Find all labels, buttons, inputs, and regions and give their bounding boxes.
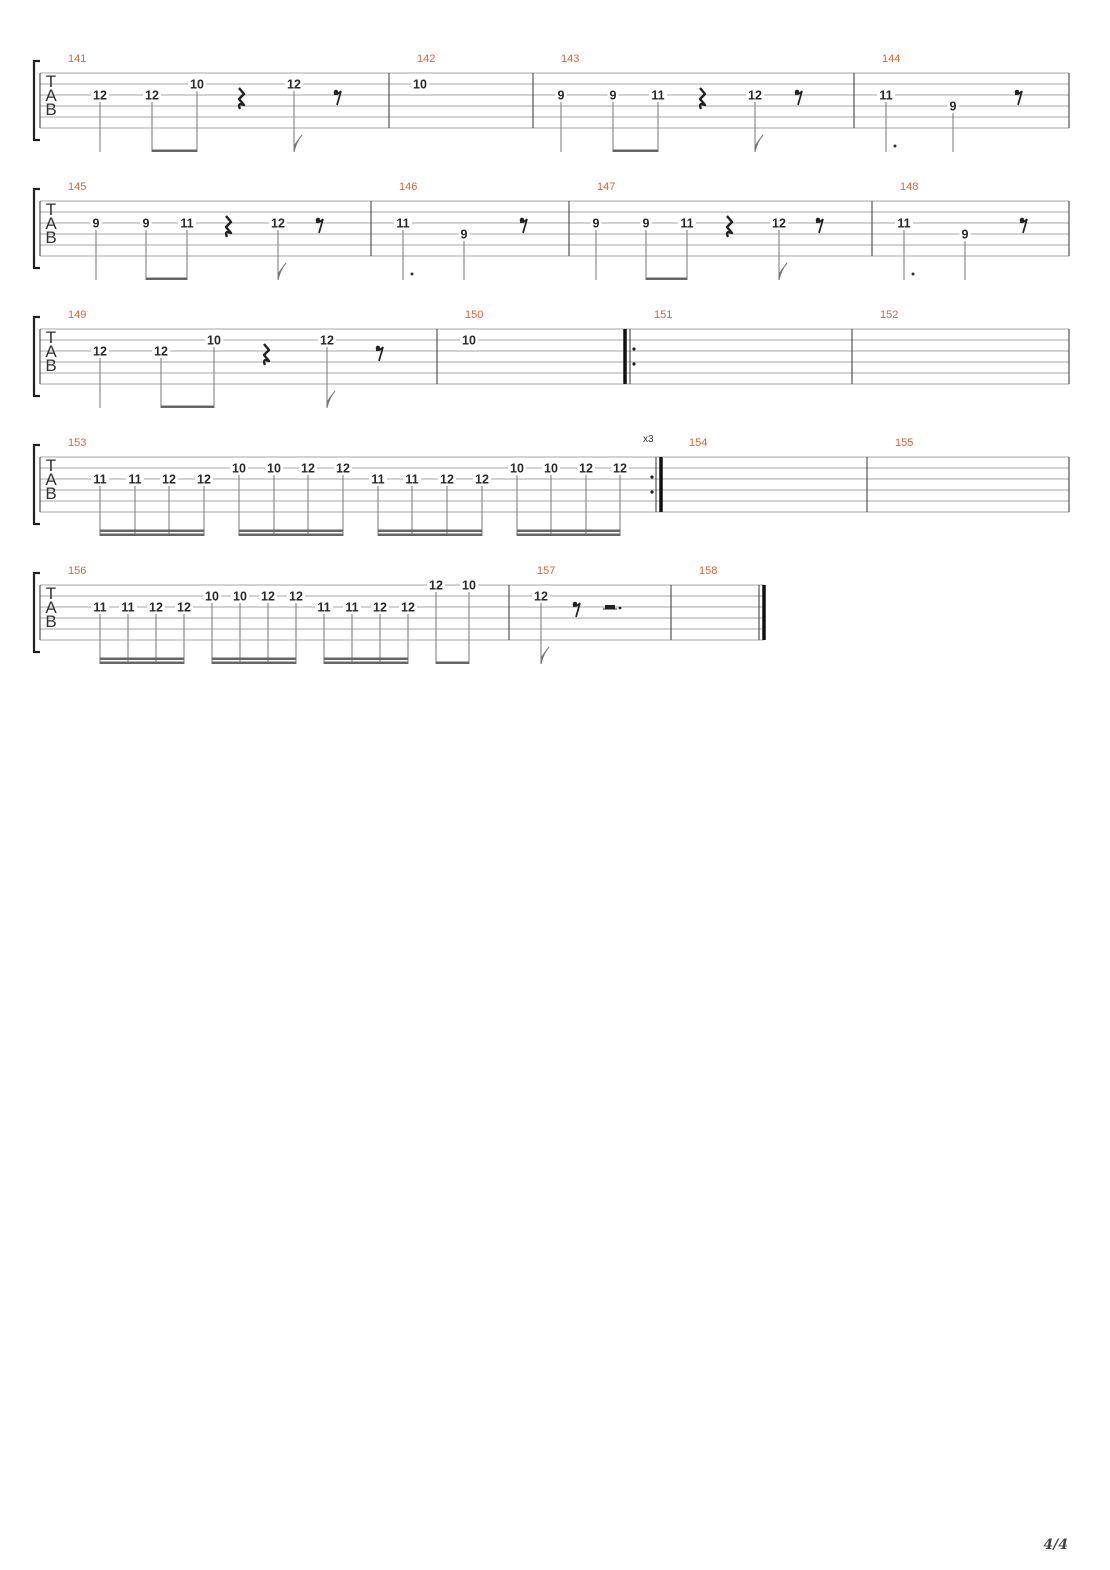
- eighth-flag: [278, 263, 286, 280]
- beam: [100, 534, 204, 537]
- fret-number: 11: [371, 472, 385, 487]
- fret-number: 9: [142, 216, 150, 231]
- beam: [161, 406, 214, 409]
- measure-number: 144: [882, 53, 901, 65]
- measure-number: 155: [895, 437, 914, 449]
- fret-number: 11: [93, 600, 107, 615]
- tab-clef-letter: A: [45, 342, 57, 361]
- eighth-flag: [779, 263, 787, 280]
- measure: [895, 181, 1027, 280]
- tab-clef-letter: T: [45, 72, 57, 91]
- measure-number: 157: [537, 565, 556, 577]
- measure-number: 151: [654, 309, 673, 321]
- fret-number: 12: [197, 472, 211, 487]
- beam: [436, 662, 469, 665]
- measure: [532, 565, 671, 664]
- fret-number: 12: [93, 88, 107, 103]
- fret-number: 12: [373, 600, 387, 615]
- beam: [100, 662, 184, 665]
- beam: [646, 278, 687, 281]
- fret-number: 10: [462, 333, 476, 348]
- repeat-dot: [650, 475, 653, 478]
- tab-clef-letter: B: [45, 484, 57, 503]
- measure-number: 143: [561, 53, 580, 65]
- measure-number: 149: [68, 309, 87, 321]
- eighth-flag: [294, 135, 302, 152]
- beam: [613, 150, 658, 153]
- measure-number: 153: [68, 437, 87, 449]
- fret-number: 11: [651, 88, 665, 103]
- fret-number: 9: [961, 227, 969, 242]
- fret-number: 11: [93, 472, 107, 487]
- system-bracket: [34, 189, 40, 268]
- measure-number: 148: [900, 181, 919, 193]
- beam: [239, 534, 343, 537]
- beam: [212, 658, 296, 661]
- tab-system: [34, 181, 1069, 280]
- beam: [100, 658, 184, 661]
- tab-clef-letter: B: [45, 356, 57, 375]
- duration-dot: [619, 607, 622, 610]
- tab-clef-letter: B: [45, 100, 57, 119]
- fret-number: 11: [879, 88, 893, 103]
- measure-number: 154: [689, 437, 708, 449]
- measure-number: 150: [465, 309, 484, 321]
- tab-clef-letter: A: [45, 598, 57, 617]
- fret-number: 12: [287, 77, 301, 92]
- tab-clef-letter: B: [45, 228, 57, 247]
- measure: [591, 181, 873, 280]
- fret-number: 12: [154, 344, 168, 359]
- measure: [556, 53, 855, 152]
- fret-number: 12: [534, 589, 548, 604]
- fret-number: 10: [413, 77, 427, 92]
- system-bracket: [34, 317, 40, 396]
- fret-number: 11: [396, 216, 410, 231]
- measure: [877, 53, 1022, 152]
- fret-number: 12: [475, 472, 489, 487]
- measure: [394, 181, 569, 280]
- fret-number: 10: [232, 461, 246, 476]
- tab-clef-letter: T: [45, 584, 57, 603]
- fret-number: 12: [429, 578, 443, 593]
- fret-number: 11: [345, 600, 359, 615]
- fret-number: 9: [557, 88, 565, 103]
- fret-number: 12: [613, 461, 627, 476]
- fret-number: 12: [336, 461, 350, 476]
- repeat-dot: [632, 362, 635, 365]
- beam: [517, 530, 620, 533]
- eighth-flag: [541, 647, 549, 664]
- fret-number: 10: [207, 333, 221, 348]
- system-bracket: [34, 445, 40, 524]
- measure: [880, 309, 898, 321]
- fret-number: 9: [592, 216, 600, 231]
- beam: [239, 530, 343, 533]
- fret-number: 11: [897, 216, 911, 231]
- repeat-count: x3: [643, 434, 654, 445]
- beam: [324, 662, 408, 665]
- fret-number: 10: [544, 461, 558, 476]
- fret-number: 12: [162, 472, 176, 487]
- fret-number: 12: [177, 600, 191, 615]
- fret-number: 9: [642, 216, 650, 231]
- tab-clef-letter: A: [45, 214, 57, 233]
- beam: [212, 662, 296, 665]
- fret-number: 9: [949, 99, 957, 114]
- fret-number: 12: [301, 461, 315, 476]
- measure-number: 156: [68, 565, 87, 577]
- fret-number: 10: [267, 461, 281, 476]
- tab-system: [34, 565, 764, 664]
- half-rest: [605, 605, 615, 609]
- measure: [68, 434, 661, 536]
- beam: [152, 150, 197, 153]
- tab-clef-letter: B: [45, 612, 57, 631]
- measure-number: 146: [399, 181, 418, 193]
- repeat-dot: [632, 347, 635, 350]
- tab-clef-letter: T: [45, 456, 57, 475]
- fret-number: 9: [92, 216, 100, 231]
- repeat-dot: [650, 490, 653, 493]
- measure-number: 158: [699, 565, 718, 577]
- measure: [68, 181, 371, 280]
- measure: [68, 53, 389, 152]
- fret-number: 12: [748, 88, 762, 103]
- fret-number: 10: [233, 589, 247, 604]
- fret-number: 10: [462, 578, 476, 593]
- system-bracket: [34, 61, 40, 140]
- fret-number: 11: [317, 600, 331, 615]
- measure: [68, 309, 437, 408]
- fret-number: 11: [128, 472, 142, 487]
- fret-number: 11: [121, 600, 135, 615]
- tab-clef-letter: T: [45, 200, 57, 219]
- fret-number: 10: [205, 589, 219, 604]
- fret-number: 12: [289, 589, 303, 604]
- page-number: 4/4: [1043, 1537, 1068, 1553]
- measure-number: 152: [880, 309, 899, 321]
- fret-number: 12: [320, 333, 334, 348]
- fret-number: 12: [440, 472, 454, 487]
- tab-clef-letter: T: [45, 328, 57, 347]
- tab-system: [34, 53, 1069, 152]
- fret-number: 12: [149, 600, 163, 615]
- beam: [517, 534, 620, 537]
- fret-number: 12: [772, 216, 786, 231]
- fret-number: 11: [180, 216, 194, 231]
- beam: [378, 530, 482, 533]
- duration-dot: [894, 145, 897, 148]
- tab-system: [34, 309, 1069, 408]
- fret-number: 12: [93, 344, 107, 359]
- fret-number: 12: [579, 461, 593, 476]
- measure: [68, 565, 509, 664]
- beam: [378, 534, 482, 537]
- measure: [895, 437, 913, 449]
- duration-dot: [411, 273, 414, 276]
- fret-number: 12: [271, 216, 285, 231]
- fret-number: 12: [401, 600, 415, 615]
- eighth-flag: [755, 135, 763, 152]
- measure-number: 145: [68, 181, 87, 193]
- fret-number: 12: [145, 88, 159, 103]
- beam: [324, 658, 408, 661]
- fret-number: 10: [190, 77, 204, 92]
- fret-number: 11: [680, 216, 694, 231]
- tab-system: [34, 434, 1069, 536]
- fret-number: 11: [405, 472, 419, 487]
- beam: [146, 278, 187, 281]
- duration-dot: [912, 273, 915, 276]
- tab-clef-letter: A: [45, 470, 57, 489]
- tab-clef-letter: A: [45, 86, 57, 105]
- measure-number: 142: [417, 53, 436, 65]
- fret-number: 12: [261, 589, 275, 604]
- fret-number: 10: [510, 461, 524, 476]
- fret-number: 9: [609, 88, 617, 103]
- measure-number: 147: [597, 181, 616, 193]
- system-bracket: [34, 573, 40, 652]
- measure: [699, 565, 717, 577]
- measure-number: 141: [68, 53, 87, 65]
- eighth-flag: [327, 391, 335, 408]
- fret-number: 9: [460, 227, 468, 242]
- beam: [100, 530, 204, 533]
